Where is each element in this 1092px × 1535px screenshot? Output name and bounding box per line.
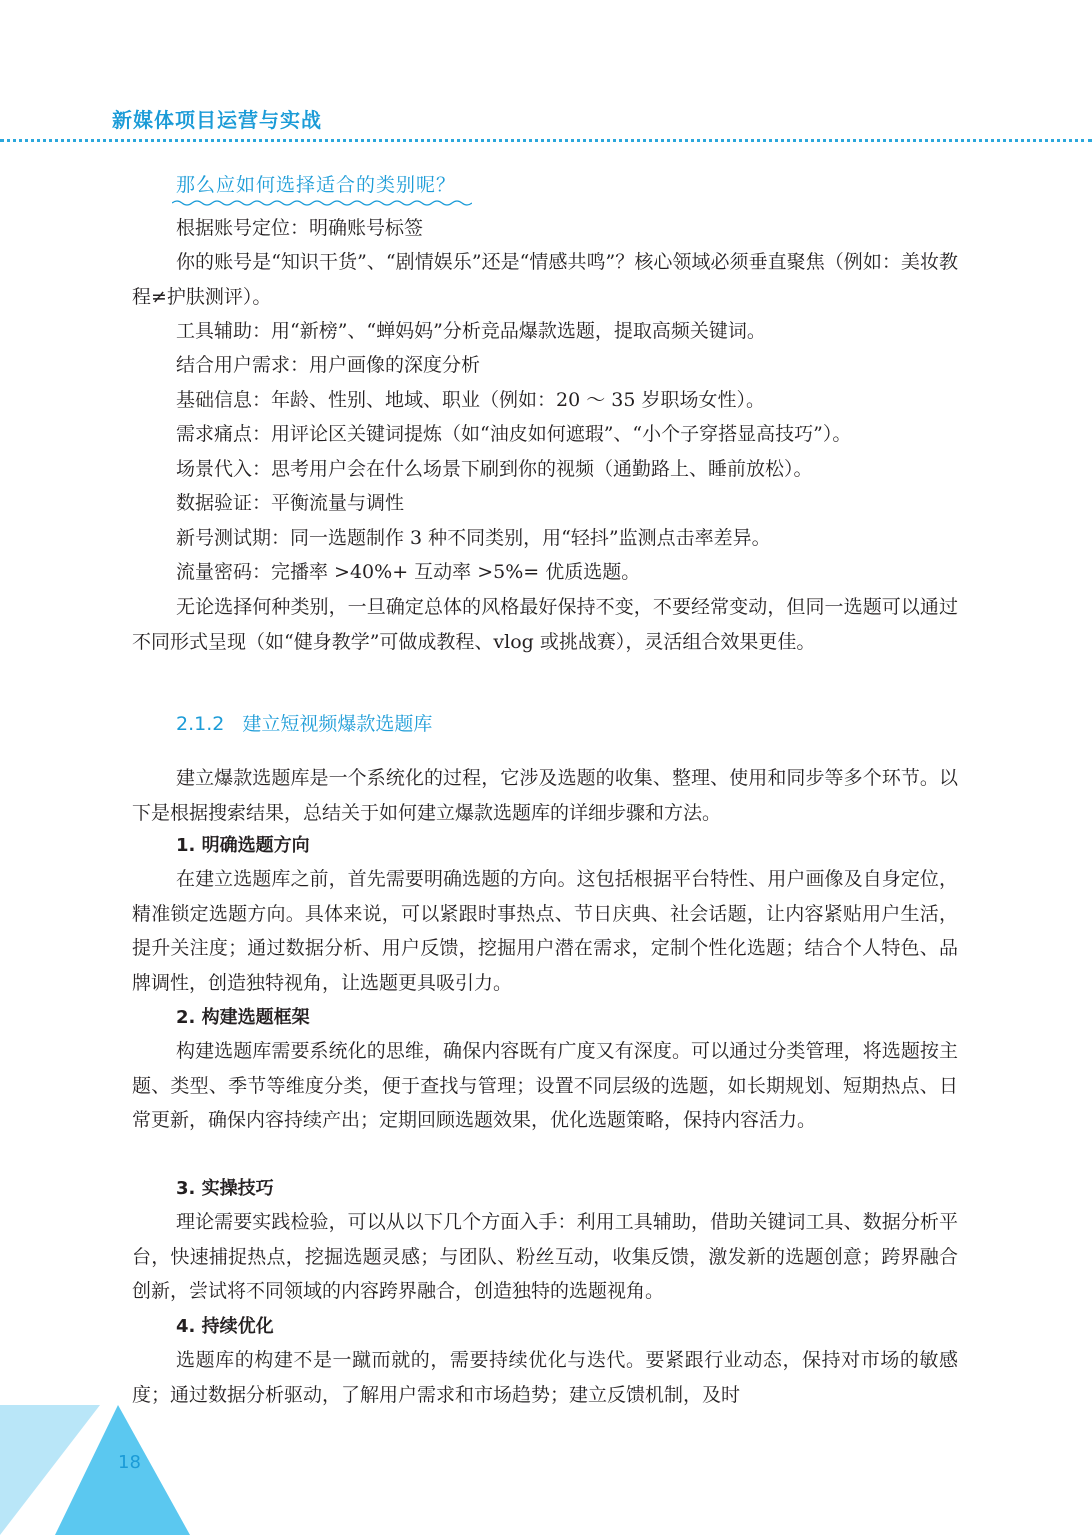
prompt-question-heading: 那么应如何选择适合的类别呢？ (176, 174, 457, 196)
prompt-line: 你的账号是“知识干货”、“剧情娱乐”还是“情感共鸣”？核心领域必须垂直聚焦（例如：美妆教程≠护肤测评）。 (132, 251, 958, 308)
step-paragraph: 理论需要实践检验，可以从以下几个方面入手：利用工具辅助，借助关键词工具、数据分析平台，快速捕捉热点，挖掘选题灵感；与团队、粉丝互动，收集反馈，激发新的选题创意；跨界融合创新，尝试将不同领域的内容跨界融合，创造独特的选题视角。 (132, 1211, 958, 1302)
prompt-conclusion-paragraph: 无论选择何种类别，一旦确定总体的风格最好保持不变，不要经常变动，但同一选题可以通过不同形式呈现（如“健身教学”可做成教程、vlog 或挑战赛），灵活组合效果更佳。 (132, 596, 958, 653)
section-title: 建立短视频爆款选题库 (242, 713, 433, 735)
page-corner-decoration (0, 1405, 190, 1535)
prompt-line: 结合用户需求：用户画像的深度分析 (176, 354, 481, 376)
step-heading: 4. 持续优化 (176, 1316, 274, 1337)
header-dotted-divider (0, 139, 1092, 142)
prompt-line: 新号测试期：同一选题制作 3 种不同类别，用“轻抖”监测点击率差异。 (176, 527, 771, 549)
section-number: 2.1.2 (176, 713, 225, 735)
prompt-line: 工具辅助：用“新榜”、“蝉妈妈”分析竞品爆款选题，提取高频关键词。 (176, 320, 766, 342)
prompt-line: 数据验证：平衡流量与调性 (176, 492, 405, 514)
step-paragraph: 选题库的构建不是一蹴而就的，需要持续优化与迭代。要紧跟行业动态，保持对市场的敏感度；通过数据分析驱动，了解用户需求和市场趋势；建立反馈机制，及时 (132, 1349, 958, 1406)
section-intro-paragraph: 建立爆款选题库是一个系统化的过程，它涉及选题的收集、整理、使用和同步等多个环节。以下是根据搜索结果，总结关于如何建立爆款选题库的详细步骤和方法。 (132, 767, 958, 824)
wavy-underline (172, 199, 472, 207)
step-heading: 3. 实操技巧 (176, 1178, 274, 1199)
prompt-line: 场景代入：思考用户会在什么场景下刷到你的视频（通勤路上、睡前放松）。 (176, 458, 813, 480)
prompt-line: 流量密码：完播率 >40%+ 互动率 >5%= 优质选题。 (176, 561, 641, 583)
step-paragraph: 在建立选题库之前，首先需要明确选题的方向。这包括根据平台特性、用户画像及自身定位，精准锁定选题方向。具体来说，可以紧跟时事热点、节日庆典、社会话题，让内容紧贴用户生活，提升关注度；通过数据分析、用户反馈，挖掘用户潜在需求，定制个性化选题；结合个人特色、品牌调性，创造独特视角，让选题更具吸引力。 (132, 868, 958, 994)
running-header-book-title: 新媒体项目运营与实战 (112, 108, 322, 132)
prompt-line: 需求痛点：用评论区关键词提炼（如“油皮如何遮瑕”、“小个子穿搭显高技巧”）。 (176, 423, 852, 445)
step-paragraph: 构建选题库需要系统化的思维，确保内容既有广度又有深度。可以通过分类管理，将选题按主题、类型、季节等维度分类，便于查找与管理；设置不同层级的选题，如长期规划、短期热点、日常更新，确保内容持续产出；定期回顾选题效果，优化选题策略，保持内容活力。 (132, 1040, 958, 1131)
section-heading (176, 709, 432, 736)
prompt-line: 根据账号定位：明确账号标签 (176, 217, 424, 239)
step-heading: 1. 明确选题方向 (176, 835, 310, 856)
step-heading: 2. 构建选题框架 (176, 1007, 310, 1028)
page-number: 18 (118, 1452, 141, 1473)
prompt-line: 基础信息：年龄、性别、地域、职业（例如：20 ～ 35 岁职场女性）。 (176, 389, 765, 411)
